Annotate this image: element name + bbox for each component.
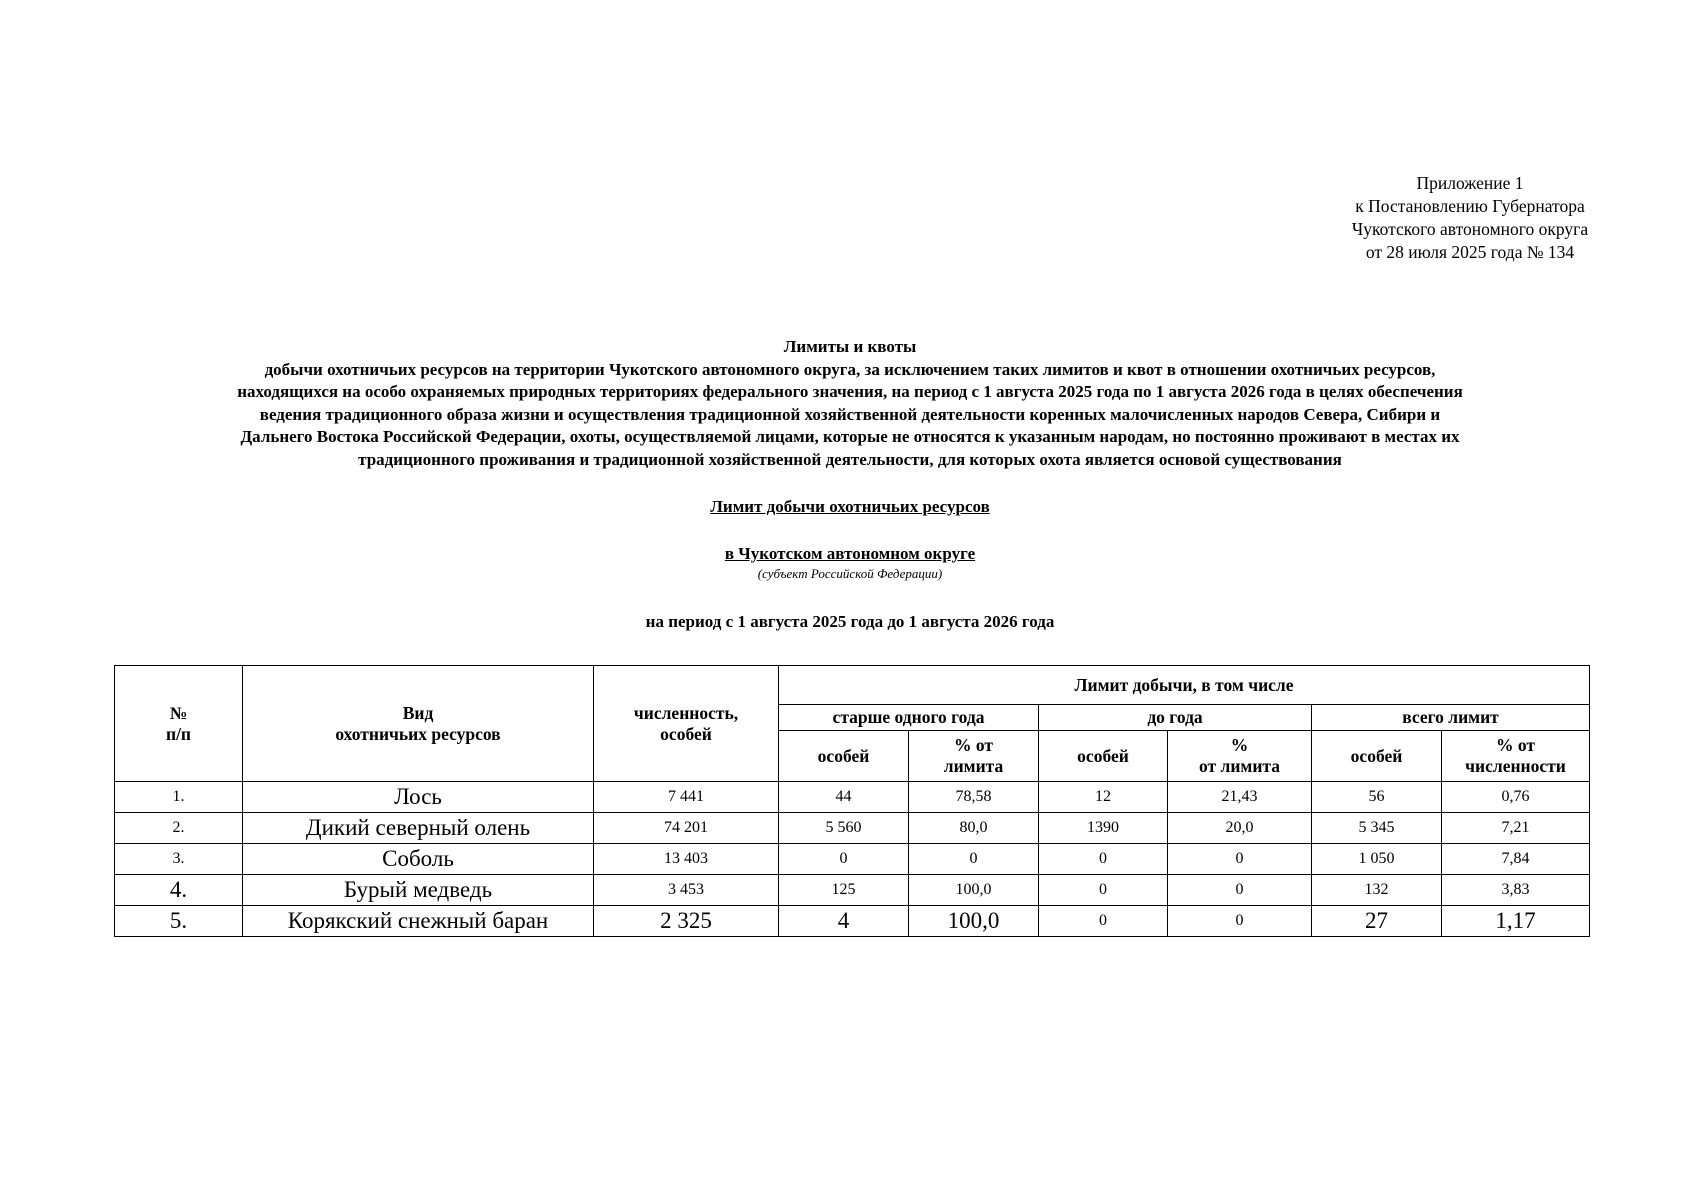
- row-under-count: 1390: [1039, 813, 1168, 844]
- subject-note: (субъект Российской Федерации): [757, 566, 943, 581]
- row-species: Корякский снежный баран: [243, 906, 594, 937]
- row-total-count: 56: [1312, 782, 1442, 813]
- row-total-pct: 7,21: [1442, 813, 1590, 844]
- period-heading: на период с 1 августа 2025 года до 1 августа 2026 года: [645, 612, 1055, 631]
- row-under-pct: 20,0: [1168, 813, 1312, 844]
- row-older-pct: 100,0: [909, 875, 1039, 906]
- header-older-pct: [909, 731, 1039, 782]
- row-total-pct: 7,84: [1442, 844, 1590, 875]
- appendix-block: [1270, 172, 1670, 264]
- row-count: 2 325: [594, 906, 779, 937]
- header-total-pct-line2: численности: [1465, 756, 1566, 776]
- limit-heading: Лимит добычи охотничьих ресурсов: [710, 497, 990, 516]
- header-total-count: особей: [1312, 731, 1442, 782]
- row-older-count: 0: [779, 844, 909, 875]
- header-limit-group: Лимит добычи, в том числе: [779, 666, 1590, 705]
- header-under-pct-line2: от лимита: [1199, 756, 1280, 776]
- appendix-line: от 28 июля 2025 года № 134: [1365, 242, 1575, 262]
- header-total-pct-line1: % от: [1496, 735, 1535, 755]
- row-under-pct: 0: [1168, 875, 1312, 906]
- row-under-count: 0: [1039, 875, 1168, 906]
- row-total-pct: 0,76: [1442, 782, 1590, 813]
- title-line: добычи охотничьих ресурсов на территории Чукотского автономного округа, за исключением таких лимитов и квот в отношении охотничьих ресурсов,: [264, 359, 1436, 379]
- row-total-count: 1 050: [1312, 844, 1442, 875]
- row-count: 13 403: [594, 844, 779, 875]
- title-line: ведения традиционного образа жизни и осуществления традиционной хозяйственной деятельности коренных малочисленных народов Севера, Сибири и: [259, 404, 1441, 424]
- row-under-pct: 0: [1168, 906, 1312, 937]
- header-number-line1: №: [169, 702, 188, 723]
- row-under-count: 0: [1039, 844, 1168, 875]
- title-line: находящихся на особо охраняемых природных территориях федерального значения, на период с 1 августа 2025 года по 1 августа 2026 года в целях обеспечения: [237, 382, 1463, 401]
- row-older-pct: 100,0: [909, 906, 1039, 937]
- header-kind-line1: Вид: [402, 702, 434, 723]
- row-under-pct: 0: [1168, 844, 1312, 875]
- header-under-pct: [1168, 731, 1312, 782]
- row-number: 2.: [115, 813, 243, 844]
- header-number-line2: п/п: [165, 723, 192, 744]
- row-species: Соболь: [243, 844, 594, 875]
- row-number: 5.: [115, 906, 243, 937]
- row-number: 1.: [115, 782, 243, 813]
- limits-table: [114, 665, 1590, 937]
- row-count: 7 441: [594, 782, 779, 813]
- row-older-pct: 78,58: [909, 782, 1039, 813]
- table-row: [115, 813, 1590, 844]
- header-kind: [243, 666, 594, 782]
- row-under-pct: 21,43: [1168, 782, 1312, 813]
- row-total-pct: 3,83: [1442, 875, 1590, 906]
- header-older-pct-line1: % от: [954, 735, 993, 755]
- title-line: Дальнего Востока Российской Федерации, охоты, осуществляемой лицами, которые не относятся к указанным народам, но постоянно проживают в местах их: [240, 427, 1460, 446]
- row-older-count: 5 560: [779, 813, 909, 844]
- title-line: традиционного проживания и традиционной хозяйственной деятельности, для которых охота является основой существования: [358, 449, 1342, 469]
- row-total-count: 5 345: [1312, 813, 1442, 844]
- header-count-line2: особей: [660, 723, 712, 744]
- table-row: [115, 844, 1590, 875]
- header-number: [115, 666, 243, 782]
- header-total: всего лимит: [1312, 705, 1590, 731]
- row-species: Бурый медведь: [243, 875, 594, 906]
- header-under-pct-line1: %: [1230, 735, 1249, 755]
- row-count: 3 453: [594, 875, 779, 906]
- row-species: Лось: [243, 782, 594, 813]
- row-older-count: 44: [779, 782, 909, 813]
- appendix-line: Чукотского автономного округа: [1351, 219, 1589, 239]
- row-total-pct: 1,17: [1442, 906, 1590, 937]
- row-under-count: 12: [1039, 782, 1168, 813]
- row-under-count: 0: [1039, 906, 1168, 937]
- table-row: [115, 875, 1590, 906]
- row-number: 4.: [115, 875, 243, 906]
- row-older-count: 125: [779, 875, 909, 906]
- row-older-count: 4: [779, 906, 909, 937]
- row-older-pct: 80,0: [909, 813, 1039, 844]
- row-count: 74 201: [594, 813, 779, 844]
- row-older-pct: 0: [909, 844, 1039, 875]
- header-under: до года: [1039, 705, 1312, 731]
- header-count: [594, 666, 779, 782]
- header-older: старше одного года: [779, 705, 1039, 731]
- header-total-pct: [1442, 731, 1590, 782]
- appendix-line: Приложение 1: [1416, 173, 1524, 193]
- header-older-pct-line2: лимита: [943, 756, 1004, 776]
- title-line: Лимиты и квоты: [783, 337, 917, 356]
- table-row: [115, 906, 1590, 937]
- header-count-line1: численность,: [633, 702, 739, 723]
- header-kind-line2: охотничьих ресурсов: [335, 723, 501, 744]
- document-title: [100, 336, 1600, 471]
- header-older-count: особей: [779, 731, 909, 782]
- appendix-line: к Постановлению Губернатора: [1355, 196, 1585, 216]
- header-under-count: особей: [1039, 731, 1168, 782]
- row-total-count: 132: [1312, 875, 1442, 906]
- row-number: 3.: [115, 844, 243, 875]
- row-total-count: 27: [1312, 906, 1442, 937]
- subject-heading: в Чукотском автономном округе: [724, 544, 976, 563]
- table-row: [115, 782, 1590, 813]
- row-species: Дикий северный олень: [243, 813, 594, 844]
